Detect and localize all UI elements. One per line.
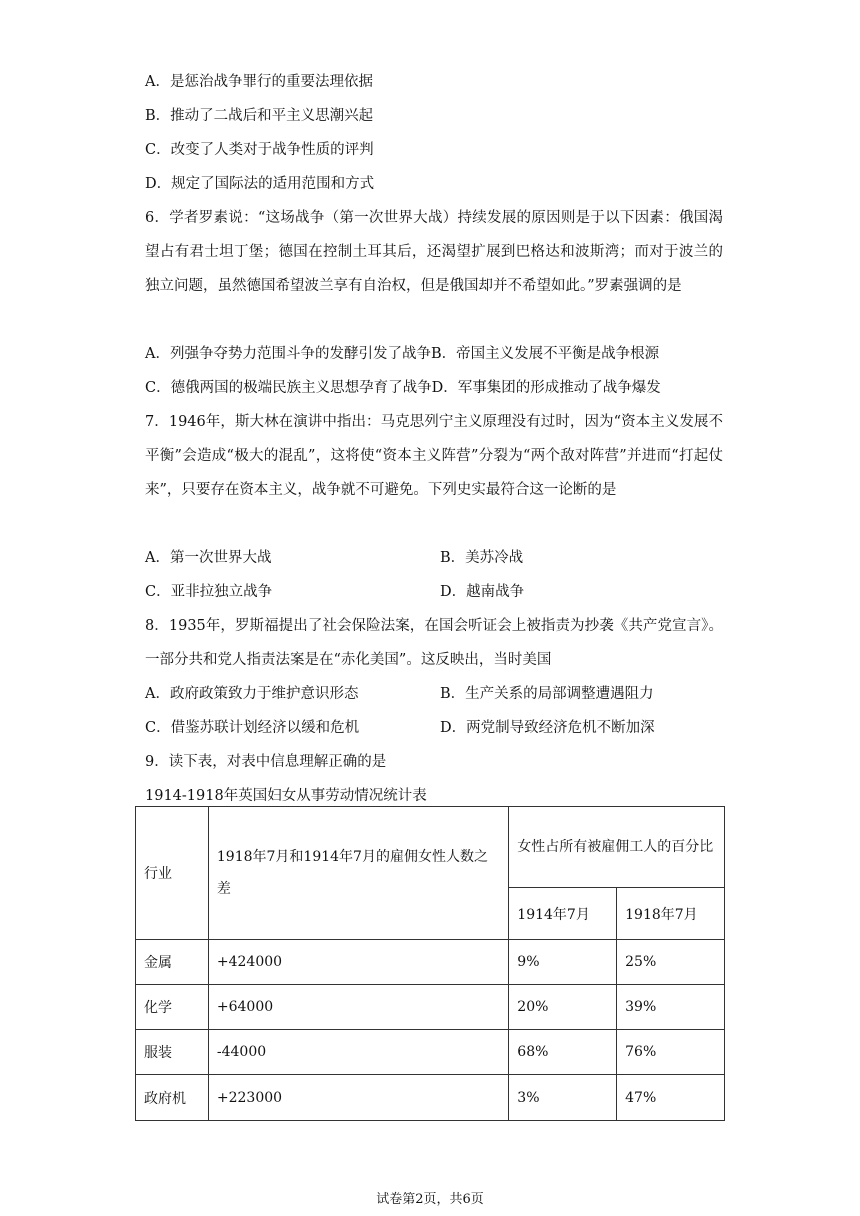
cell-1914: 9% [509,940,617,985]
q5-option-d: D．规定了国际法的适用范围和方式 [145,176,375,192]
table-row [136,985,725,1030]
cell-1914: 3% [509,1075,617,1121]
table-row [136,1030,725,1075]
page-footer: 试卷第2页，共6页 [376,1192,484,1207]
q5-option-b: B．推动了二战后和平主义思潮兴起 [145,108,374,124]
cell-1918: 47% [617,1075,725,1121]
employment-table [135,806,725,1121]
q8-option-d: D．两党制导致经济危机不断加深 [440,720,655,736]
q6-option-ab: A．列强争夺势力范围斗争的发酵引发了战争B．帝国主义发展不平衡是战争根源 [145,346,660,362]
header-1914: 1914年7月 [509,888,617,940]
header-pct: 女性占所有被雇佣工人的百分比 [509,807,725,888]
q7-option-d: D．越南战争 [440,584,525,600]
q8-option-c: C．借鉴苏联计划经济以缓和危机 [145,720,360,736]
header-industry: 行业 [136,807,209,940]
table-title: 1914-1918年英国妇女从事劳动情况统计表 [145,788,427,804]
cell-industry: 政府机 [136,1075,209,1121]
cell-industry: 化学 [136,985,209,1030]
cell-1914: 68% [509,1030,617,1075]
cell-1918: 76% [617,1030,725,1075]
q8-stem: 8．1935年，罗斯福提出了社会保险法案，在国会听证会上被指责为抄袭《共产党宣言》。一部分共和党人指责法案是在“赤化美国”。这反映出，当时美国 [145,618,723,668]
q7-stem: 7．1946年，斯大林在演讲中指出：马克思列宁主义原理没有过时，因为“资本主义发展不平衡”会造成“极大的混乱”，这将使“资本主义阵营”分裂为“两个敌对阵营”并进而“打起仗来”，只要存在资本主义，战争就不可避免。下列史实最符合这一论断的是 [145,414,723,498]
table-row [136,1075,725,1121]
q5-option-c: C．改变了人类对于战争性质的评判 [145,142,374,158]
header-diff: 1918年7月和1914年7月的雇佣女性人数之差 [208,807,508,940]
q7-option-c: C．亚非拉独立战争 [145,584,273,600]
cell-1914: 20% [509,985,617,1030]
cell-diff: -44000 [208,1030,508,1075]
cell-diff: +64000 [208,985,508,1030]
cell-diff: +424000 [208,940,508,985]
q8-option-a: A．政府政策致力于维护意识形态 [145,686,359,702]
q7-option-b: B．美苏冷战 [440,550,524,566]
cell-1918: 39% [617,985,725,1030]
q5-option-a: A．是惩治战争罪行的重要法理依据 [145,74,373,90]
cell-1918: 25% [617,940,725,985]
table-row [136,940,725,985]
q8-option-b: B．生产关系的局部调整遭遇阻力 [440,686,654,702]
q6-option-cd: C．德俄两国的极端民族主义思想孕育了战争D．军事集团的形成推动了战争爆发 [145,380,661,396]
cell-industry: 服装 [136,1030,209,1075]
cell-industry: 金属 [136,940,209,985]
q9-stem: 9．读下表，对表中信息理解正确的是 [145,754,387,770]
q7-option-a: A．第一次世界大战 [145,550,272,566]
header-1918: 1918年7月 [617,888,725,940]
q6-stem: 6．学者罗素说：“这场战争（第一次世界大战）持续发展的原因则是于以下因素：俄国渴望占有君士坦丁堡；德国在控制土耳其后，还渴望扩展到巴格达和波斯湾；而对于波兰的独立问题，虽然德国希望波兰享有自治权，但是俄国却并不希望如此。”罗素强调的是 [145,210,723,294]
cell-diff: +223000 [208,1075,508,1121]
